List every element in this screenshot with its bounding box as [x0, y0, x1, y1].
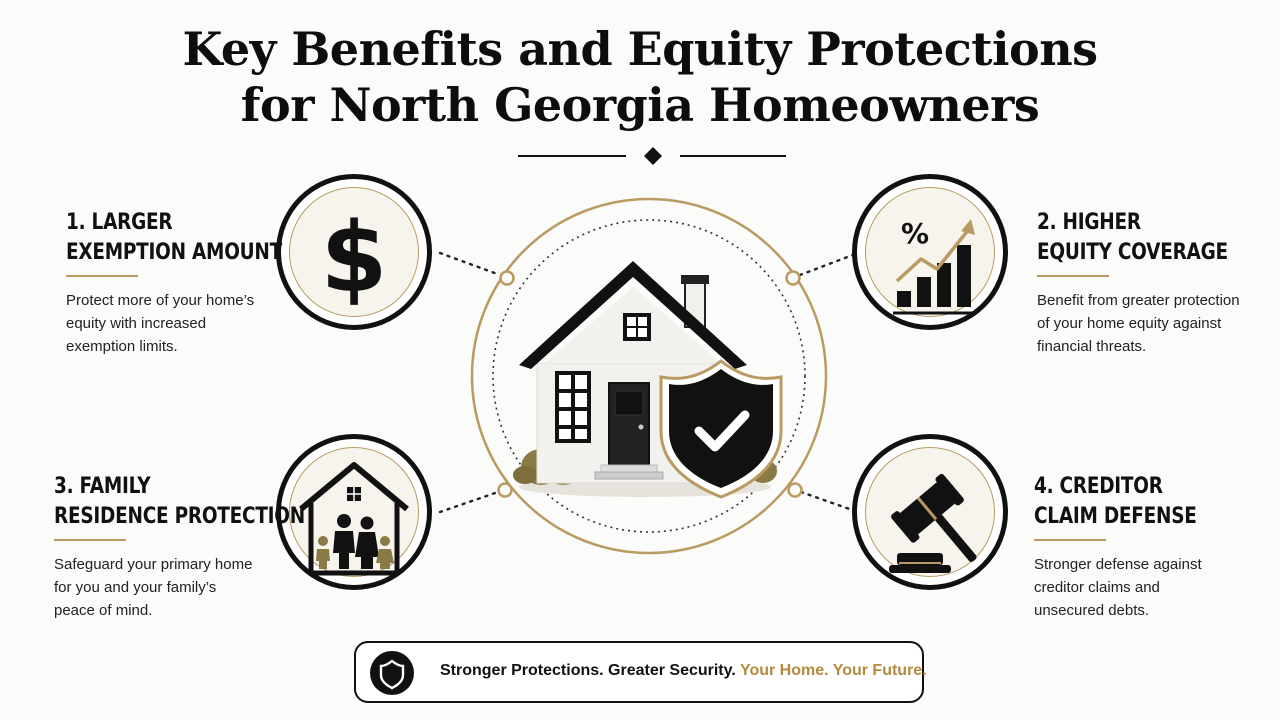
benefit-4-description-line: unsecured debts.: [1034, 602, 1150, 619]
benefit-1-description-line: Protect more of your home’s: [66, 292, 255, 309]
benefit-2-description-line: financial threats.: [1037, 338, 1147, 355]
benefit-4-description-line: creditor claims and: [1034, 579, 1160, 596]
benefit-1-description: [66, 289, 286, 358]
tagline-gold: Your Home. Your Future.: [739, 662, 927, 679]
benefit-3-description-line: peace of mind.: [54, 602, 153, 619]
benefit-3-heading-line-2: RESIDENCE PROTECTION: [54, 504, 305, 529]
benefit-4-heading-line-2: CLAIM DEFENSE: [1034, 504, 1197, 529]
growth-chart-icon: [857, 179, 1003, 325]
benefit-2-heading-line-2: EQUITY COVERAGE: [1037, 240, 1228, 265]
benefit-2-icon-circle: [852, 174, 1008, 330]
benefit-1-rule: [66, 275, 138, 277]
tagline-banner: [354, 641, 927, 703]
benefit-2-description-line: of your home equity against: [1037, 315, 1222, 332]
benefit-1-description-line: exemption limits.: [66, 338, 178, 355]
benefit-3-rule: [54, 539, 126, 541]
page-title-line-1: Key Benefits and Equity Protections: [182, 22, 1098, 76]
benefit-4-icon-circle: [852, 434, 1008, 590]
shield-icon: [370, 651, 414, 695]
benefit-1-heading-line-1: 1. LARGER: [66, 210, 173, 235]
benefit-4-description-line: Stronger defense against: [1034, 556, 1202, 573]
benefit-1-description-line: equity with increased: [66, 315, 207, 332]
benefit-3-heading-line-1: 3. FAMILY: [54, 474, 151, 499]
gavel-icon: [857, 439, 1003, 585]
svg-text:$: $: [320, 202, 388, 314]
benefit-3-description-line: for you and your family’s: [54, 579, 217, 596]
benefit-2-description: [1037, 289, 1269, 358]
benefit-2-description-line: Benefit from greater protection: [1037, 292, 1240, 309]
benefit-3-description-line: Safeguard your primary home: [54, 556, 253, 573]
benefit-2-heading-line-1: 2. HIGHER: [1037, 210, 1141, 235]
benefit-1-icon-circle: [276, 174, 432, 330]
benefit-1-heading-line-2: EXEMPTION AMOUNT: [66, 240, 282, 265]
tagline-text: [440, 662, 927, 680]
benefit-3-description: [54, 553, 274, 622]
percent-icon-text: %: [900, 217, 930, 250]
tagline-dark: Stronger Protections. Greater Security.: [440, 662, 736, 679]
benefit-4-heading-line-1: 4. CREDITOR: [1034, 474, 1163, 499]
benefit-4-rule: [1034, 539, 1106, 541]
dollar-sign-icon: [281, 179, 427, 325]
benefit-2-rule: [1037, 275, 1109, 277]
page-title-line-2: for North Georgia Homeowners: [240, 78, 1040, 132]
house-with-shield-icon: [505, 255, 795, 505]
benefit-4-description: [1034, 553, 1254, 622]
